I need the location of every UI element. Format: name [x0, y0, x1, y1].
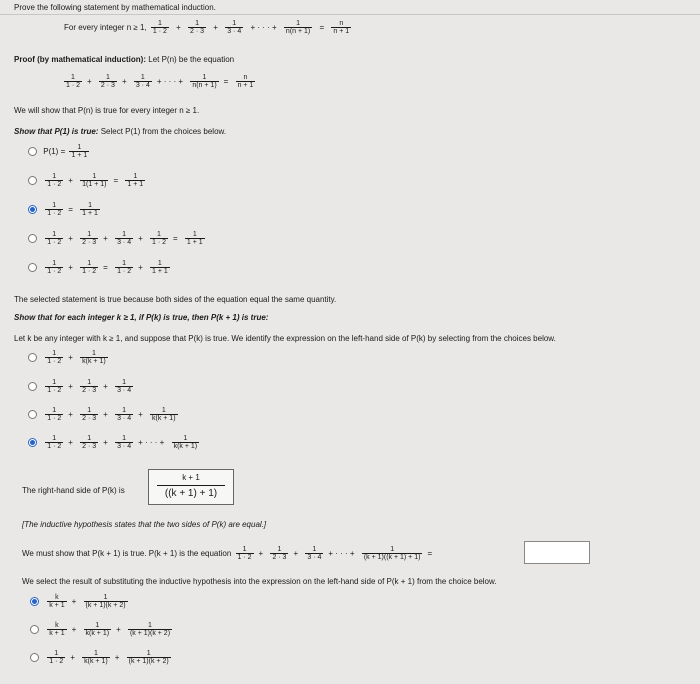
pk-option-4[interactable]: $\frac{1}{1 \cdot 2}$ + $\frac{1}{2 \cdot 3}$ + $\frac{1}{3 \cdot 4}$ + · · · + $\frac{1}{k(k + 1)}$ [28, 435, 201, 451]
radio-button[interactable] [30, 625, 39, 634]
inductive-hypothesis: [The inductive hypothesis states that the two sides of P(k) are equal.] [22, 520, 267, 529]
pk1-option-2[interactable]: $\frac{k}{k + 1}$ + $\frac{1}{k(k + 1)}$ + $\frac{1}{(k + 1)(k + 2)}$ [30, 622, 174, 638]
radio-button[interactable] [28, 353, 37, 362]
rhs-label: The right-hand side of P(k) is [22, 486, 125, 495]
rhs-answer-box[interactable]: k + 1 ((k + 1) + 1) [148, 469, 234, 505]
pk1-rhs-input[interactable] [524, 541, 590, 564]
pn-equation: $\frac{1}{1 \cdot 2}$ + $\frac{1}{2 \cdot 3}$ + $\frac{1}{3 \cdot 4}$ + · · · + $\frac{1}{n(n + 1)}$ = $\frac{n}{n + 1}$ [66, 74, 254, 90]
inductive-text: Let k be any integer with k ≥ 1, and suppose that P(k) is true. We identify the expression on the left-hand side of P(k) by selecting from the choices below. [14, 334, 556, 343]
radio-button[interactable] [28, 176, 37, 185]
radio-button[interactable] [28, 410, 37, 419]
divider [0, 14, 700, 15]
pk1-option-1[interactable]: $\frac{k}{k + 1}$ + $\frac{1}{(k + 1)(k + 2)}$ [30, 594, 130, 610]
pk-option-1[interactable]: $\frac{1}{1 \cdot 2}$ + $\frac{1}{k(k + 1)}$ [28, 350, 110, 366]
proof-heading: Proof (by mathematical induction): Let P(n) be the equation [14, 55, 235, 64]
select-text: We select the result of substituting the inductive hypothesis into the expression on the left-hand side of P(k + 1) from the choice below. [22, 577, 497, 586]
pk-option-3[interactable]: $\frac{1}{1 \cdot 2}$ + $\frac{1}{2 \cdot 3}$ + $\frac{1}{3 \cdot 4}$ + $\frac{1}{k(k + 1)}$ [28, 407, 180, 423]
radio-button[interactable] [28, 263, 37, 272]
p1-result: The selected statement is true because both sides of the equation equal the same quantity. [14, 295, 337, 304]
radio-button-selected[interactable] [30, 597, 39, 606]
p1-option-3[interactable]: $\frac{1}{1 \cdot 2}$ = $\frac{1}{1 + 1}$ [28, 202, 102, 218]
radio-button-selected[interactable] [28, 438, 37, 447]
radio-button[interactable] [30, 653, 39, 662]
must-show-line: We must show that P(k + 1) is true. P(k + 1) is the equation $\frac{1}{1 \cdot 2}$ + $\frac{1}{2 \cdot 3}$ + $\frac{1}{3 \cdot 4}$ + · · · + $\frac{1}{(k + 1)((k + 1) + 1)}$ = [22, 546, 433, 562]
radio-button[interactable] [28, 234, 37, 243]
p1-option-4[interactable]: $\frac{1}{1 \cdot 2}$ + $\frac{1}{2 \cdot 3}$ + $\frac{1}{3 \cdot 4}$ + $\frac{1}{1 \cdot 2}$ = $\frac{1}{1 + 1}$ [28, 231, 207, 247]
p1-option-2[interactable]: $\frac{1}{1 \cdot 2}$ + $\frac{1}{1(1 + 1)}$ = $\frac{1}{1 + 1}$ [28, 173, 147, 189]
statement-equation: For every integer n ≥ 1, $\frac{1}{1 \cdot 2}$ + $\frac{1}{2 \cdot 3}$ + $\frac{1}{3 \cdot 4}$ + · · · + $\frac{1}{n(n + 1)}$ = $\frac{n}{n + 1}$ [64, 20, 350, 36]
we-will-show: We will show that P(n) is true for every integer n ≥ 1. [14, 106, 200, 115]
radio-button-selected[interactable] [28, 205, 37, 214]
p1-option-5[interactable]: $\frac{1}{1 \cdot 2}$ + $\frac{1}{1 \cdot 2}$ = $\frac{1}{1 \cdot 2}$ + $\frac{1}{1 + 1}$ [28, 260, 172, 276]
p1-option-1[interactable]: P(1) = $\frac{1}{1 + 1}$ [28, 144, 91, 160]
instruction-text: Prove the following statement by mathematical induction. [14, 3, 216, 12]
p1-heading: Show that P(1) is true: Select P(1) from the choices below. [14, 127, 227, 136]
radio-button[interactable] [28, 382, 37, 391]
inductive-heading: Show that for each integer k ≥ 1, if P(k) is true, then P(k + 1) is true: [14, 313, 269, 322]
pk1-option-3[interactable]: $\frac{1}{1 \cdot 2}$ + $\frac{1}{k(k + 1)}$ + $\frac{1}{(k + 1)(k + 2)}$ [30, 650, 173, 666]
radio-button[interactable] [28, 147, 37, 156]
pk-option-2[interactable]: $\frac{1}{1 \cdot 2}$ + $\frac{1}{2 \cdot 3}$ + $\frac{1}{3 \cdot 4}$ [28, 379, 135, 395]
